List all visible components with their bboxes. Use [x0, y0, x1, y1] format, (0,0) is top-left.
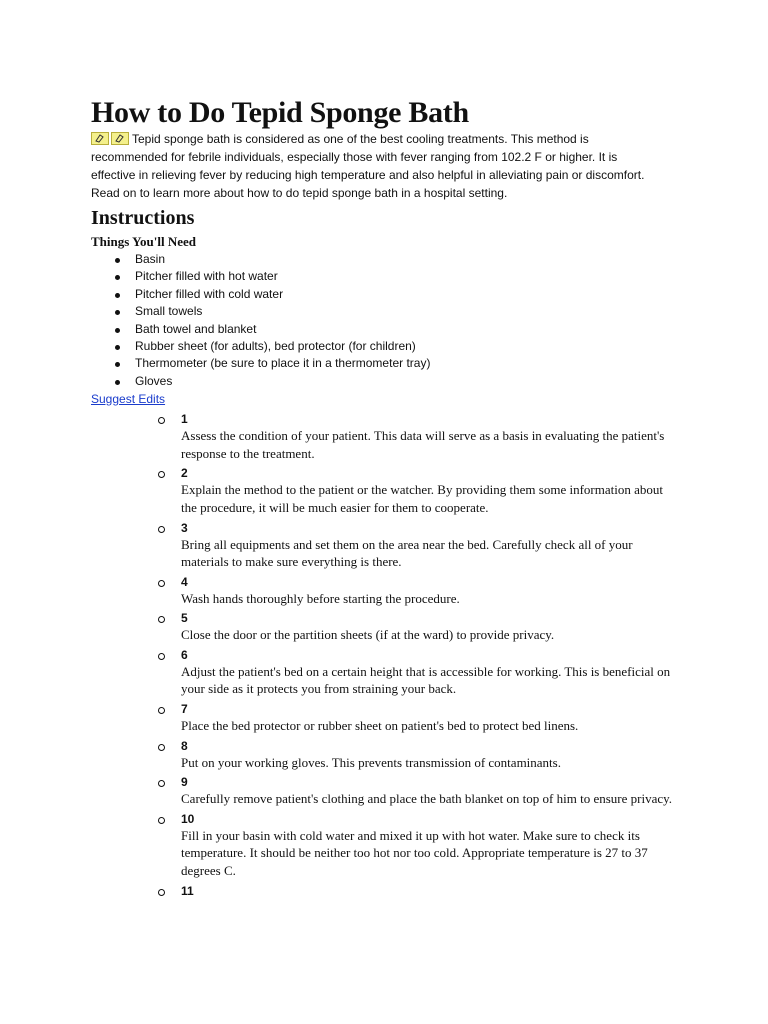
instructions-heading: Instructions — [91, 207, 195, 229]
step-number: 2 — [181, 466, 188, 481]
step-number: 10 — [181, 811, 195, 826]
step-item — [91, 466, 691, 516]
step-item — [91, 739, 691, 772]
steps-list — [91, 412, 691, 899]
step-item — [91, 648, 691, 698]
intro-paragraph — [91, 130, 651, 202]
step-number: 7 — [181, 702, 188, 717]
step-item — [91, 412, 691, 462]
step-item — [91, 702, 691, 735]
list-item: Basin — [91, 251, 691, 268]
step-number: 8 — [181, 738, 188, 753]
step-item — [91, 812, 691, 880]
document-page — [91, 96, 691, 903]
step-item — [91, 775, 691, 808]
step-text: Fill in your basin with cold water and mixed it up with hot water. Make sure to check its temperature. It should be neither too hot nor too cold. Appropriate temperature is 27 to 37 degrees C. — [181, 827, 648, 879]
list-item: Gloves — [91, 373, 691, 390]
step-text: Close the door or the partition sheets (if at the ward) to provide privacy. — [181, 627, 555, 643]
step-number: 3 — [181, 520, 188, 535]
step-item — [91, 884, 691, 899]
step-text: Put on your working gloves. This prevents transmission of contaminants. — [181, 754, 561, 770]
step-text: Adjust the patient's bed on a certain height that is accessible for working. This is beneficial on your side as it protects you from straining your back. — [181, 663, 671, 697]
things-needed-heading: Things You'll Need — [91, 234, 196, 249]
suggest-edits-link[interactable]: Suggest Edits — [91, 392, 166, 407]
page-title: How to Do Tepid Sponge Bath — [91, 96, 469, 129]
step-number: 11 — [181, 883, 194, 898]
step-item — [91, 575, 691, 608]
list-item: Thermometer (be sure to place it in a thermometer tray) — [91, 355, 691, 372]
step-item — [91, 611, 691, 644]
step-text: Explain the method to the patient or the watcher. By providing them some information about the procedure, it will be much easier for them to cooperate. — [181, 482, 663, 515]
step-text: Place the bed protector or rubber sheet on patient's bed to protect bed linens. — [181, 718, 579, 734]
step-number: 5 — [181, 611, 188, 626]
intro-text: Tepid sponge bath is considered as one of the best cooling treatments. This method is recommended for febrile individuals, especially those with fever ranging from 102.2 F or higher. It is effective in relieving fever by reducing high temperature and also helpful in alleviating pain or discomfort. Read on to learn more about how to do tepid sponge bath in a hospital setting. — [91, 132, 645, 200]
step-number: 6 — [181, 647, 188, 662]
list-item: Rubber sheet (for adults), bed protector (for children) — [91, 338, 691, 355]
step-text: Carefully remove patient's clothing and place the bath blanket on top of him to ensure privacy. — [181, 791, 673, 807]
list-item: Pitcher filled with hot water — [91, 268, 691, 285]
step-text: Assess the condition of your patient. This data will serve as a basis in evaluating the patient's response to the treatment. — [181, 428, 665, 461]
list-item: Bath towel and blanket — [91, 321, 691, 338]
step-text: Bring all equipments and set them on the area near the bed. Carefully check all of your materials to make sure everything is there. — [181, 536, 633, 570]
step-number: 1 — [181, 412, 188, 427]
supplies-list — [91, 251, 691, 390]
link-icon[interactable] — [111, 132, 129, 145]
step-number: 4 — [181, 574, 188, 589]
list-item: Pitcher filled with cold water — [91, 286, 691, 303]
list-item: Small towels — [91, 303, 691, 320]
step-text: Wash hands thoroughly before starting the procedure. — [181, 590, 460, 606]
link-icons[interactable] — [91, 132, 131, 145]
link-icon[interactable] — [91, 132, 109, 145]
step-number: 9 — [181, 775, 188, 790]
step-item — [91, 521, 691, 571]
